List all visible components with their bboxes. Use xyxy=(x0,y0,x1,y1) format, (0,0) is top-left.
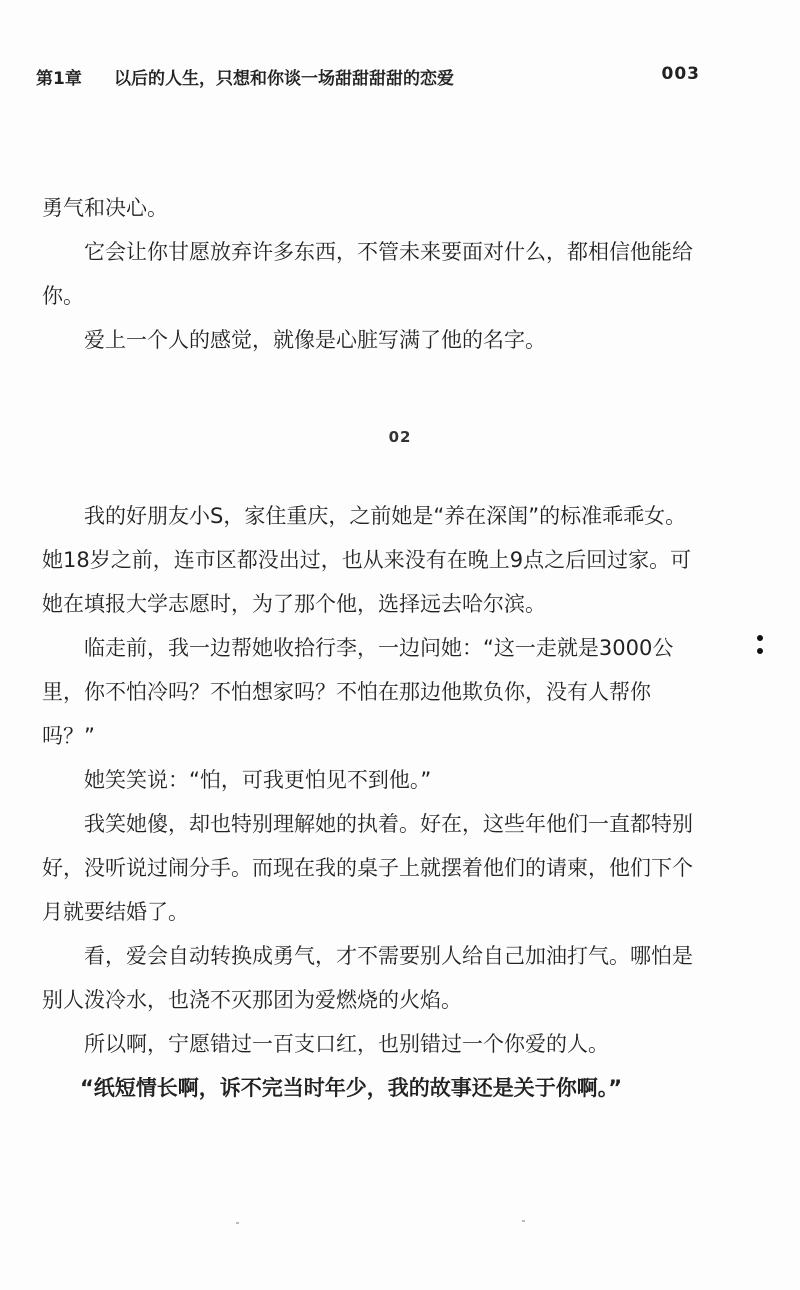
paper-speck xyxy=(236,1222,239,1224)
paragraph: 它会让你甘愿放弃许多东西，不管未来要面对什么，都相信他能给你。 xyxy=(42,240,693,308)
paragraph: 我的好朋友小S，家住重庆，之前她是“养在深闺”的标准乖乖女。她18岁之前，连市区都没出过，也从来没有在晚上9点之后回过家。可她在填报大学志愿时，为了那个他，选择远去哈尔滨。 xyxy=(42,504,692,616)
paragraph: 临走前，我一边帮她收拾行李，一边问她：“这一走就是3000公里，你不怕冷吗？不怕想家吗？不怕在那边他欺负你，没有人帮你吗？” xyxy=(42,636,674,748)
paragraph: 勇气和决心。 xyxy=(42,196,168,220)
chapter-title: 以后的人生，只想和你谈一场甜甜甜甜的恋爱 xyxy=(114,69,454,89)
running-header xyxy=(36,64,700,90)
paragraph: 爱上一个人的感觉，就像是心脏写满了他的名字。 xyxy=(84,328,546,352)
page-number: 003 xyxy=(661,64,700,84)
margin-dot xyxy=(757,635,763,641)
chapter-label: 第1章 xyxy=(36,69,82,89)
paragraph: 她笑笑说：“怕，可我更怕见不到他。” xyxy=(84,768,432,792)
paragraph: 我笑她傻，却也特别理解她的执着。好在，这些年他们一直都特别好，没听说过闹分手。而现在我的桌子上就摆着他们的请柬，他们下个月就要结婚了。 xyxy=(42,812,693,924)
paragraph: 所以啊，宁愿错过一百支口红，也别错过一个你爱的人。 xyxy=(84,1032,609,1056)
closing-quote: “纸短情长啊，诉不完当时年少，我的故事还是关于你啊。” xyxy=(80,1076,623,1100)
paragraph: 看，爱会自动转换成勇气，才不需要别人给自己加油打气。哪怕是别人泼冷水，也浇不灭那团为爱燃烧的火焰。 xyxy=(42,944,693,1012)
top-text-block xyxy=(42,186,702,362)
section-number: 02 xyxy=(388,428,412,446)
paper-speck xyxy=(522,1220,525,1222)
margin-dot xyxy=(757,648,763,654)
main-text-block xyxy=(42,494,702,1110)
